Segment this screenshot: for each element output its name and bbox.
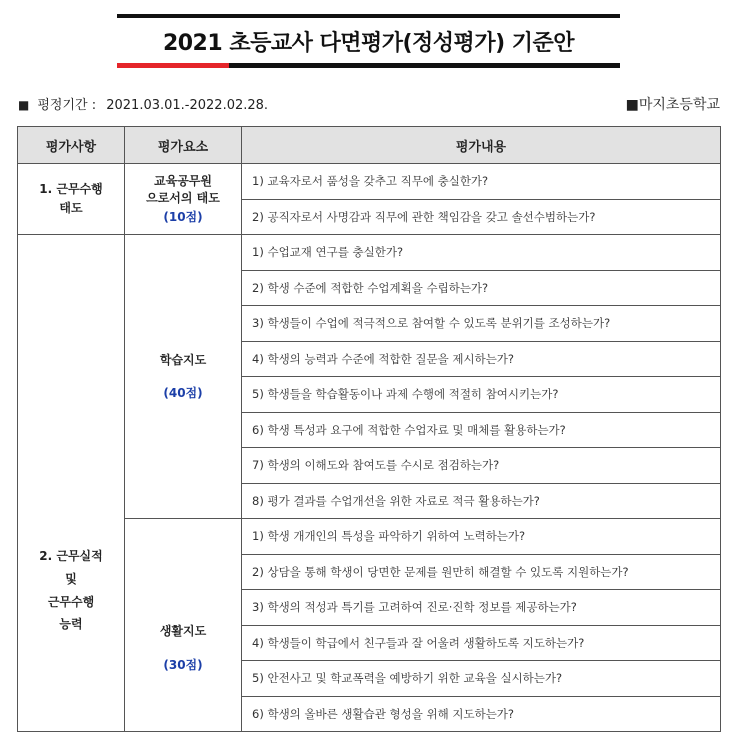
criterion-item: 6) 학생 특성과 요구에 적합한 수업자료 및 매체를 활용하는가? (242, 412, 721, 448)
title-box (117, 14, 620, 68)
meta-row (18, 94, 720, 114)
period-value: 2021.03.01.-2022.02.28. (106, 98, 269, 113)
criterion-item: 4) 학생들이 학급에서 친구들과 잘 어울려 생활하도록 지도하는가? (242, 625, 721, 661)
criterion-item: 5) 안전사고 및 학교폭력을 예방하기 위한 교육을 실시하는가? (242, 661, 721, 697)
criterion-item: 1) 교육자로서 품성을 갖추고 직무에 충실한가? (242, 164, 721, 200)
table-row (18, 164, 721, 200)
element-cell-teaching (125, 235, 242, 519)
criterion-item: 2) 공직자로서 사명감과 직무에 관한 책임감을 갖고 솔선수범하는가? (242, 199, 721, 235)
criterion-item: 1) 학생 개개인의 특성을 파악하기 위하여 노력하는가? (242, 519, 721, 555)
table-header-row (18, 127, 721, 164)
element-label: 교육공무원 으로서의 태도 (146, 173, 220, 205)
category-cell-1 (18, 164, 125, 235)
title-underline (117, 63, 620, 68)
criterion-item: 4) 학생의 능력과 수준에 적합한 질문을 제시하는가? (242, 341, 721, 377)
category-label: 2. 근무실적 및 근무수행 능력 (39, 549, 103, 632)
period-info (18, 94, 268, 113)
header-element: 평가요소 (125, 127, 242, 164)
element-points: (10점) (163, 210, 203, 225)
document-title: 2021 초등교사 다면평가(정성평가) 기준안 (162, 31, 575, 56)
criterion-item: 6) 학생의 올바른 생활습관 형성을 위해 지도하는가? (242, 696, 721, 732)
element-points: (40점) (163, 386, 203, 401)
criterion-item: 5) 학생들을 학습활동이나 과제 수행에 적절히 참여시키는가? (242, 377, 721, 413)
element-cell-guidance (125, 519, 242, 732)
category-cell-2 (18, 235, 125, 732)
category-label: 1. 근무수행 태도 (39, 182, 103, 215)
element-cell-attitude (125, 164, 242, 235)
criterion-item: 2) 학생 수준에 적합한 수업계획을 수립하는가? (242, 270, 721, 306)
table-row (18, 235, 721, 271)
evaluation-table (17, 126, 721, 732)
criterion-item: 7) 학생의 이해도와 참여도를 수시로 점검하는가? (242, 448, 721, 484)
criterion-item: 2) 상담을 통해 학생이 당면한 문제를 원만히 해결할 수 있도록 지원하는가? (242, 554, 721, 590)
element-label: 학습지도 (159, 352, 207, 367)
element-points: (30점) (163, 657, 203, 672)
criterion-item: 3) 학생들이 수업에 적극적으로 참여할 수 있도록 분위기를 조성하는가? (242, 306, 721, 342)
square-bullet-icon: ■ (18, 98, 30, 112)
criterion-item: 8) 평가 결과를 수업개선을 위한 자료로 적극 활용하는가? (242, 483, 721, 519)
header-category: 평가사항 (18, 127, 125, 164)
element-label: 생활지도 (159, 624, 207, 638)
period-label: 평정기간 : (37, 98, 97, 113)
criterion-item: 1) 수업교재 연구를 충실한가? (242, 235, 721, 271)
header-content: 평가내용 (242, 127, 721, 164)
school-name: ■마지초등학교 (625, 97, 720, 113)
criterion-item: 3) 학생의 적성과 특기를 고려하여 진로·진학 정보를 제공하는가? (242, 590, 721, 626)
